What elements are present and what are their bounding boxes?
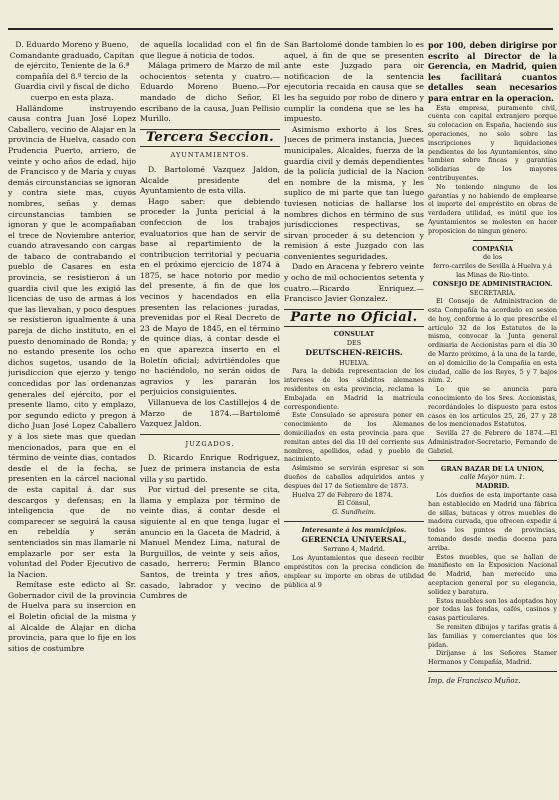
consulat-des: DES [346, 339, 362, 348]
divider [140, 434, 280, 435]
consejo-p2: Lo que se anuncia para conocimiento de los Sres. Accionistas, recordándoles lo dispuesto para estos casos en los artículos 25, 26, 27 y 28 de los mencionados Estatutos. [428, 385, 557, 429]
ayto-header: D. Bartolomé Vazquez Jaldon, Alcalde presidente del Ayuntamiento de esta villa. [140, 164, 280, 196]
divider [473, 240, 513, 241]
column-1 [8, 40, 136, 792]
consejo-date: Sevilla 27 de Febrero de 1874.—El Administrador-Secretario, Fernando de Gabriel. [428, 429, 557, 455]
consulat-p1: Para la debida representacion de los intereses de los súbditos alemanes residentes en esta provincia, reclama la Embajada en Madrid la matrícula correspondiente. [284, 367, 424, 411]
gerencia-p3: No teniendo ninguno de los garantías y no habiendo de emplearse el importe del empréstito en obras de verdadera utilidad, es inútil que los Ayuntamientos se molesten en hacer proposicion de ningun género. [428, 182, 557, 235]
edict-remit: Remítase este edicto al Sr. Gobernador civil de la provincia de Huelva para su insercion en el Boletin oficial de la misma y al Alcalde de Alajar en dicha provincia, para que lo fije en los sitios de costumbre [8, 580, 136, 653]
imprint: Imp. de Francisco Muñoz. [428, 676, 521, 685]
gerencia-continuation: por 100, deben dirigirse por escrito al Director de la Gerencia, en Madrid, quien les facilitará cuantos detalles sean necesarios para entrar en la operacion. [428, 40, 557, 103]
subhead-ayuntamientos: AYUNTAMIENTOS. [170, 151, 250, 160]
column-4 [428, 40, 557, 792]
consulat-city: HUELVA. [339, 358, 369, 367]
column-3 [284, 40, 424, 792]
divider [428, 460, 557, 461]
consulat-signature: G. Sundheim. [332, 508, 376, 517]
bazar-address: calle Mayor núm. 1. [460, 473, 525, 482]
subhead-juzgados: JUZGADOS. [185, 439, 235, 448]
consejo-p1: El Consejo de Administracion de esta Compañía ha acordado en sesion de hoy, conforme á lo que prescribe el artículo 32 de los Estatutos de la misma, convocar la Junta general ordinaria de Accionistas para el dia 30 de Marzo próximo, á la una de la tarde, en el domicilio de la Compañía en esta ciudad, calle de los Reyes, 5 y 7 bajos núm. 2. [428, 297, 557, 385]
consulat-head: CONSULAT [333, 330, 375, 339]
bazar-p3: Estos muebles son los adoptados hoy por todas las fondas, cafés, casinos y casas particulares. [428, 596, 557, 623]
ayto-signature: Villanueva de los Castillejos 4 de Marzo de 1874.—Bartolomé Vazquez Jaldon. [140, 398, 280, 429]
edict-header: D. Eduardo Moreno y Bueno, Comandante graduado, Capitan de ejército, Teniente de la 6.ª compañía del 8.º tercio de la Guardia civil y fiscal de dicho cuerpo en esta plaza. [9, 40, 135, 102]
juzgado-header: D. Ricardo Enrique Rodriguez, Juez de primera instancia de esta villa y su partido. [140, 453, 280, 484]
bazar-head: GRAN BAZAR DE LA UNION, [440, 464, 545, 473]
gerencia-title: GERENCIA UNIVERSAL, [301, 534, 407, 544]
edict-body: Hallándome instruyendo causa contra Juan José Lopez Caballero, vecino de Alajar en la provincia de Huelva, casado con Prudencia Puerto, arriero, de veinte y ocho años de edad, hijo de Francisco y de María y cuyas demás circunstancias se ignoran y contra siete mas, cuyos nombres, señas y demas circunstancias tambien se ignoran y que le acompañaban el trece de Noviembre anterior, cuando atravesando con cargas de tabaco de contrabando el pueblo de Casares en esta provincia, se resistieron á un guardia civil que les exigió las licencias de uso de armas á los que las llevaban, y poco despues se resistieron igualmente á una pareja de dicho instituto, en el puesto denominado de Ronda; y no estando presente los ocho dichos sugetos, usando de la jurisdiccion que ejerzo y tengo concedidas por las ordenanzas generales del ejército, por el presente llamo, cito y emplazo, por segundo edicto y pregon á dicho Juan José Lopez Caballero y á los siete mas que quedan mencionados, para que en el término de veinte dias, contados desde el de la fecha, se presenten en la cárcel nacional de esta capital á dar sus descargos y defensas; en la inteligencia que de no comparecer se seguirá la causa en rebeldía y serán sentenciados sin mas llamarle ni emplazarle por ser esta la voluntad del Poder Ejecutivo de la Nacion. [8, 103, 136, 579]
edict-continuation: de aquella localidad con el fin de que llegue á noticia de todos. [140, 40, 280, 60]
juzgado-body: Por virtud del presente se cita, llama y emplaza por término de veinte dias, á contar desde el siguiente al en que tenga lugar el anuncio en la Gaceta de Madrid, á Manuel Mendez Lima, natural de Burguillos, de veinte y seis años, casado, herrero; Fermin Blanco Santos, de treinta y tres años, casado, labrador y vecino de Cumbres de [140, 485, 280, 601]
gerencia-body: Los Ayuntamientos que deseen recibir empréstitos con la precisa condicion de emplear su importe en obras de utilidad pública al 9 [284, 554, 424, 589]
gerencia-address: Serrano 4, Madrid. [323, 545, 385, 554]
consulat-role: El Cónsul, [337, 499, 371, 508]
bazar-city: MADRID. [475, 482, 510, 491]
divider [428, 671, 557, 672]
company-sub: de los [482, 253, 503, 262]
consulat-name: DEUTSCHEN-REICHS. [305, 348, 403, 358]
notice-head: Interesante á los municipios. [301, 525, 407, 534]
top-rule [8, 28, 553, 30]
juzgado-signature: Dado en Aracena y febrero veinte y ocho de mil ochocientos setenta y cuatro.—Ricardo Enriquez.—Francisco Javier Gonzalez. [284, 262, 424, 304]
bazar-p1: Los dueños de esta importante casa han establecido en Madrid una fábrica de sillas, butacas y otros muebles de madera curvada, que ofrecen expedir á todos los puntos de provincias, tomando desde media docena para arriba. [428, 491, 557, 552]
consulat-p2: Este Consulado se apresura poner en conocimiento de los Alemanes domiciliados en esta provincia para que remitan antes del dia 10 del corriente sus nombres, apellidos, edad y pueblo de nacimiento. [284, 411, 424, 464]
column-2 [140, 40, 280, 792]
consulat-date: Huelva 27 de Febrero de 1874. [292, 490, 393, 499]
secretaria-head: SECRETARÍA. [469, 288, 516, 297]
section-title-tercera: Tercera Seccion. [140, 129, 280, 148]
bazar-p5: Diríjanse á los Señores Stamer Hermanos y Compañía, Madrid. [428, 649, 557, 667]
consejo-head: CONSEJO DE ADMINISTRACION. [432, 279, 553, 288]
section-title-no-oficial: Parte no Oficial. [284, 309, 424, 328]
gerencia-p2: Esta empresa, puramente civil, cuenta con capital extranjero porque su colocacion en España, haciendo sus operaciones, no solo sobre las inscripciones y liquidaciones pendientes de los Ayuntamientos, sino tambien sobre fincas y garantías solidarias de los mayores contribuyentes. [428, 103, 557, 182]
company-name: ferro-carriles de Sevilla á Huelva y á las Minas de Rio-tinto. [433, 262, 552, 279]
bazar-p4: Se remiten dibujos y tarifas gratis á las familias y comerciantes que los pidan. [428, 622, 557, 649]
edict-signature: Málaga primero de Marzo de mil ochocientos setenta y cuatro.—Eduardo Moreno Bueno.—Por mandado de dicho Señor, El escribano de la causa, Juan Pellisio Murillo. [140, 61, 280, 124]
juzgado-continuation: San Bartolomé donde tambien lo es aquel, á fin de que se presenten ante este Juzgado para oir notificacion de la sentencia ejecutoria recaida en causa que se les ha seguido por robo de dinero y cumplir la condena que se les ha impuesto. [284, 40, 424, 124]
columns [8, 40, 557, 792]
divider [284, 521, 424, 522]
consulat-p3: Asimismo se servirán espresar si son dueños de caballos adquiridos antes y despues del 17 de Setiembre de 1873. [284, 464, 424, 490]
juzgado-exhorto: Asimismo exhorto á los Sres. Jueces de primera instancia, Jueces municipales, Alcaldes, fuerza de la guardia civil y demás dependientes de la policía judicial de la Nacion en nombre de la misma, y les suplico de mi parte que tan luego tuviesen noticias de hallarse los nombres dichos en término de sus jurisdicciones respectivas, se sirvan proceder á su detencion y remision á este Juzgado con las convenientes seguridades. [284, 124, 424, 261]
ayto-body: Hago saber: que debiendo proceder la Junta pericial á la confeccion de los trabajos evaluatorios que han de servir de base al repartimiento de la contribucion territorial y pecuaria en el próximo ejercicio de 1874 á 1875, se hace notorio por medio del presente, á fin de que los vecinos y hacendados en ella presenten las relaciones juradas, prevenidas por el Real Decreto de 23 de Mayo de 1845, en el término de quince dias, á contar desde el en que aparezca inserto en el Boletín oficial; advirtiéndoles que no haciéndolo, no serán oidos de agravios y les pararán los perjuicios consiguientes. [140, 196, 280, 397]
company-head: COMPAÑIA [472, 244, 513, 253]
bazar-p2: Estos muebles, que se hallan de manifiesto en la Exposicion Nacional de Madrid, han merecido una aceptacion general por su elegancia, solidez y baratura. [428, 552, 557, 596]
